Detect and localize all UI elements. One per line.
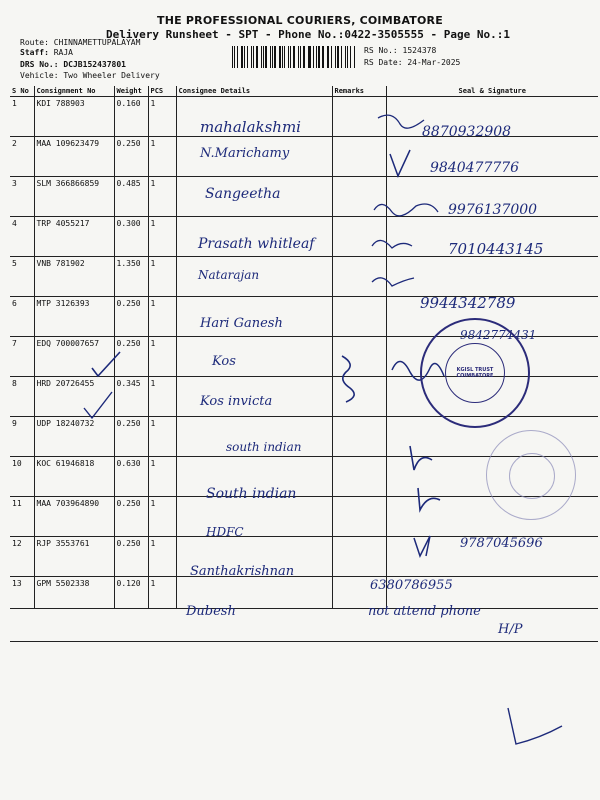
consignment-cell: TRP 4055217 [34, 217, 114, 257]
hand-signature-9: not attend phone [368, 604, 481, 619]
consignment-cell: SLM 366866859 [34, 177, 114, 217]
sno-cell: 1 [10, 97, 34, 137]
kgisl-seal-stamp [420, 318, 530, 428]
pcs-cell: 1 [148, 497, 176, 537]
hand-consignee-2: N.Marichamy [200, 146, 290, 161]
vehicle-label: Vehicle: [20, 71, 59, 80]
weight-cell: 0.300 [114, 217, 148, 257]
col-weight: Weight [114, 86, 148, 97]
hand-signature-3: 9976137000 [448, 202, 538, 218]
pcs-cell: 1 [148, 217, 176, 257]
weight-cell: 0.485 [114, 177, 148, 217]
hand-signature-1: 8870932908 [422, 124, 512, 140]
pcs-cell: 1 [148, 417, 176, 457]
hand-signature-5: 9944342789 [420, 294, 516, 312]
runsheet-subtitle: Delivery Runsheet - SPT - Phone No.:0422-3505555 - Page No.:1 [106, 28, 510, 41]
pcs-cell: 1 [148, 297, 176, 337]
sno-cell: 5 [10, 257, 34, 297]
rs-date-value: 24-Mar-2025 [407, 58, 461, 67]
consignment-cell: UDP 18240732 [34, 417, 114, 457]
weight-cell: 0.120 [114, 577, 148, 609]
sno-cell: 3 [10, 177, 34, 217]
consignment-cell: RJP 3553761 [34, 537, 114, 577]
stamp-text: KGISL TRUST COIMBATORE [456, 367, 494, 379]
consignment-cell: MAA 703964890 [34, 497, 114, 537]
consignment-cell: MAA 109623479 [34, 137, 114, 177]
pcs-cell: 1 [148, 457, 176, 497]
signature-scribble [410, 446, 432, 470]
pcs-cell: 1 [148, 177, 176, 217]
hand-consignee-4: Prasath whitleaf [198, 236, 315, 252]
weight-cell: 0.250 [114, 297, 148, 337]
hand-signature-7: 9787045696 [460, 536, 543, 551]
sno-cell: 13 [10, 577, 34, 609]
weight-cell: 0.250 [114, 497, 148, 537]
pcs-cell: 1 [148, 377, 176, 417]
hand-consignee-11: HDFC [206, 525, 244, 539]
rs-no-value: 1524378 [402, 46, 437, 55]
sno-cell: 8 [10, 377, 34, 417]
weight-cell: 0.160 [114, 97, 148, 137]
col-pcs: PCS [148, 86, 176, 97]
pcs-cell: 1 [148, 257, 176, 297]
check-mark [92, 352, 120, 376]
faint-seal-stamp [486, 430, 576, 520]
signature-scribble [390, 150, 410, 176]
route-label: Route: [20, 38, 49, 47]
weight-cell: 0.630 [114, 457, 148, 497]
hand-signature-2: 9840477776 [430, 160, 520, 176]
hand-signature-8: 6380786955 [370, 578, 453, 593]
sno-cell: 11 [10, 497, 34, 537]
hand-consignee-10: South indian [206, 486, 297, 502]
hand-consignee-7: Kos [212, 354, 236, 369]
sno-cell: 7 [10, 337, 34, 377]
hand-consignee-9: south indian [226, 440, 302, 454]
pcs-cell: 1 [148, 97, 176, 137]
consignment-cell: KOC 61946818 [34, 457, 114, 497]
sno-cell: 12 [10, 537, 34, 577]
col-seal-signature: Seal & Signature [386, 86, 598, 97]
hand-consignee-5: Natarajan [198, 268, 260, 282]
hand-signature-6: 9842774431 [460, 328, 537, 342]
signature-scribble [372, 240, 412, 248]
pcs-cell: 1 [148, 337, 176, 377]
company-title: THE PROFESSIONAL COURIERS, COIMBATORE [157, 14, 443, 27]
sno-cell: 6 [10, 297, 34, 337]
sno-cell: 4 [10, 217, 34, 257]
consignment-cell: HRD 20726455 [34, 377, 114, 417]
consignment-cell: MTP 3126393 [34, 297, 114, 337]
consignment-cell: VNB 781902 [34, 257, 114, 297]
drs-label: DRS No.: [20, 60, 59, 69]
weight-cell: 0.345 [114, 377, 148, 417]
signature-scribble [418, 488, 440, 510]
col-consignment: Consignment No [34, 86, 114, 97]
sno-cell: 2 [10, 137, 34, 177]
hand-signature-10: H/P [498, 622, 523, 637]
weight-cell: 0.250 [114, 417, 148, 457]
hand-consignee-1: mahalakshmi [200, 118, 301, 136]
weight-cell: 0.250 [114, 537, 148, 577]
col-remarks: Remarks [332, 86, 386, 97]
drs-value: DCJB152437801 [63, 60, 126, 69]
check-mark [84, 392, 112, 418]
signature-scribble [374, 204, 438, 216]
faint-stamp-inner-ring [509, 453, 555, 499]
consignment-cell: GPM 5502338 [34, 577, 114, 609]
pcs-cell: 1 [148, 137, 176, 177]
signature-scribble [372, 278, 414, 286]
hand-consignee-13: Dubesh [186, 604, 236, 619]
signature-scribble [378, 115, 424, 128]
sno-cell: 9 [10, 417, 34, 457]
weight-cell: 0.250 [114, 337, 148, 377]
hand-signature-4: 7010443145 [448, 240, 544, 258]
rs-no-label: RS No.: [364, 46, 398, 55]
consignment-cell: KDI 788903 [34, 97, 114, 137]
hand-consignee-3: Sangeetha [205, 186, 281, 202]
weight-cell: 1.350 [114, 257, 148, 297]
pcs-cell: 1 [148, 577, 176, 609]
hand-consignee-6: Hari Ganesh [200, 316, 283, 331]
col-sno: S No [10, 86, 34, 97]
hand-consignee-12: Santhakrishnan [190, 564, 295, 579]
staff-value: RAJA [53, 48, 73, 57]
brace-mark [342, 356, 354, 402]
pcs-cell: 1 [148, 537, 176, 577]
hand-consignee-8: Kos invicta [200, 394, 273, 409]
signature-scribble [414, 536, 430, 556]
route-value: CHINNAMETTUPALAYAM [53, 38, 141, 47]
sno-cell: 10 [10, 457, 34, 497]
stamp-inner-ring [445, 343, 505, 403]
vehicle-value: Two Wheeler Delivery [63, 71, 160, 80]
consignment-cell: EDQ 700007657 [34, 337, 114, 377]
pen-stroke [508, 708, 562, 744]
col-consignee: Consignee Details [176, 86, 332, 97]
staff-label: Staff: [20, 48, 49, 57]
rs-date-label: RS Date: [364, 58, 403, 67]
weight-cell: 0.250 [114, 137, 148, 177]
